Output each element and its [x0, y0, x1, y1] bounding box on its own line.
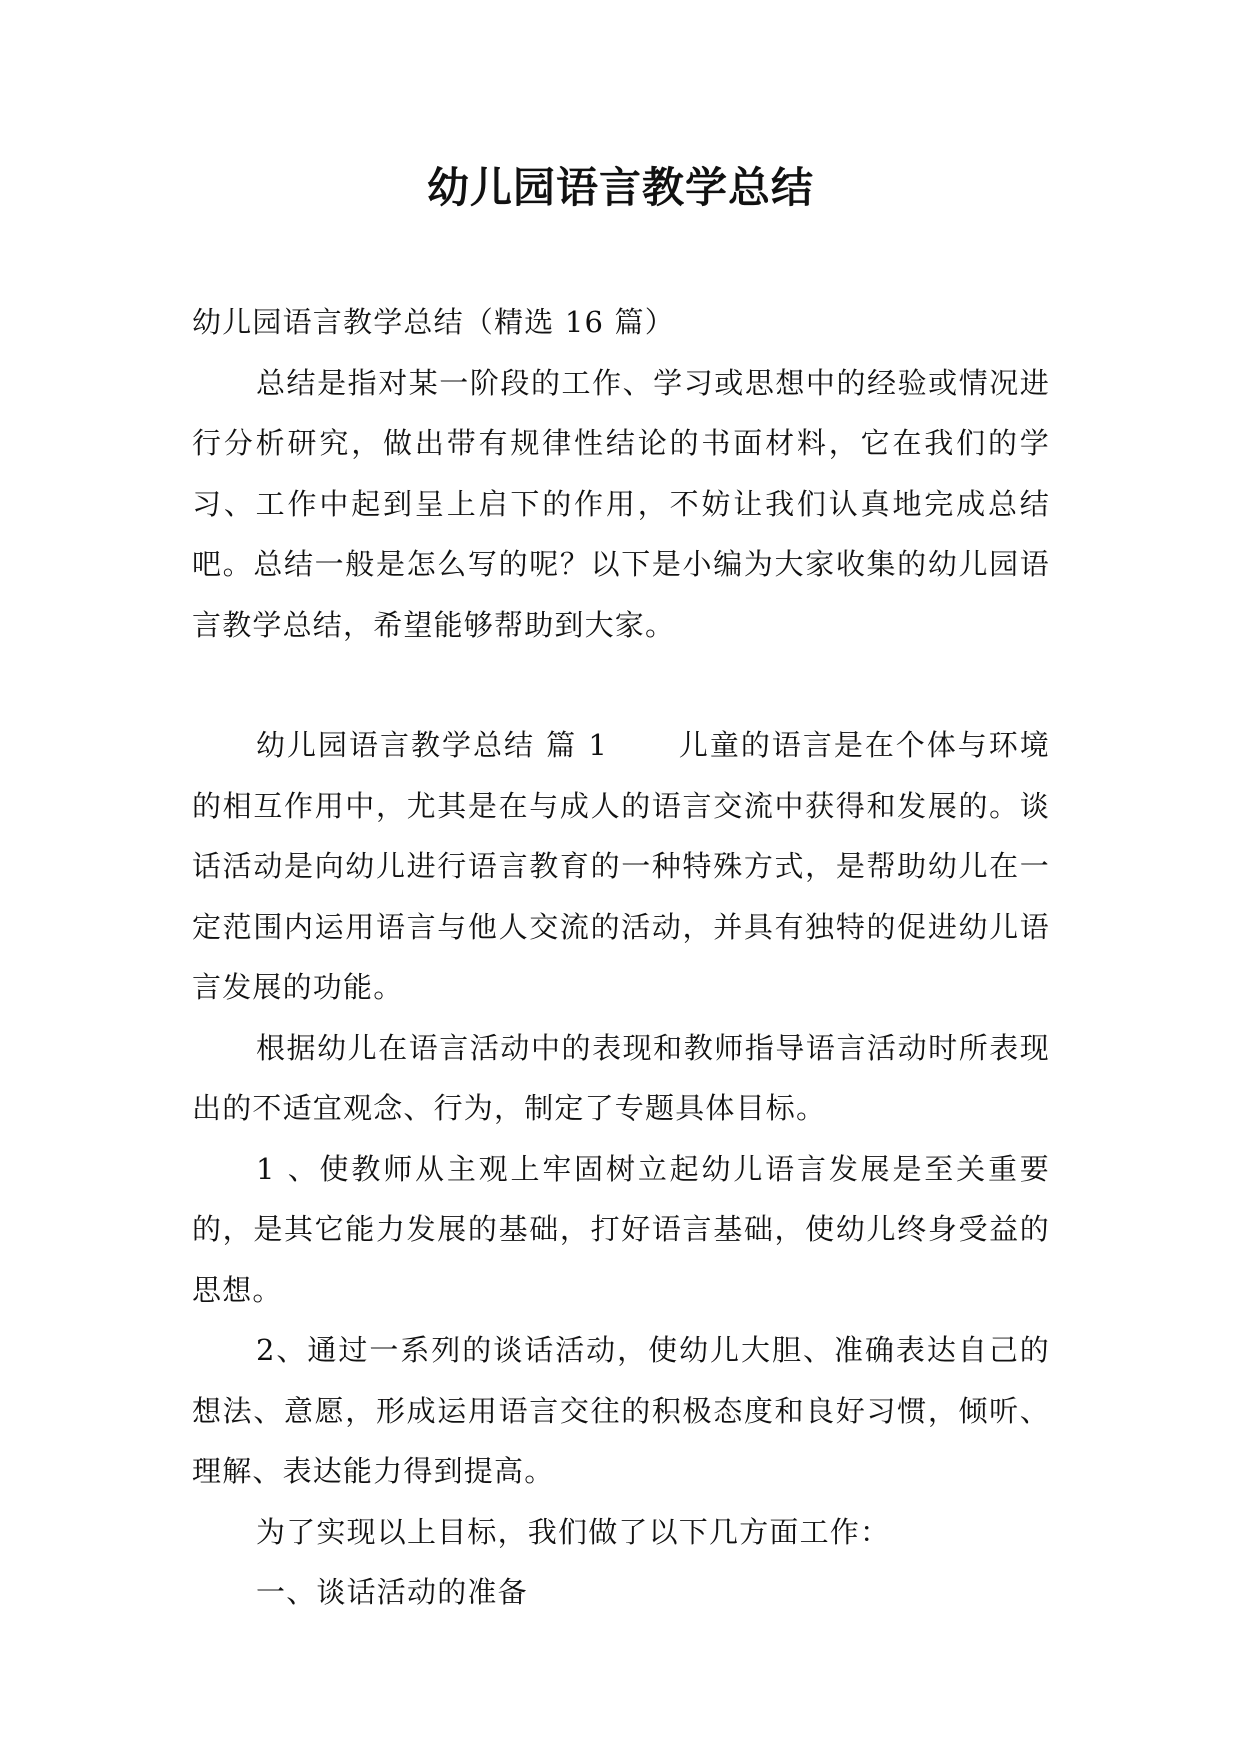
body-paragraph: 为了实现以上目标，我们做了以下几方面工作：: [256, 1514, 891, 1549]
goal-item-2: 2、通过一系列的谈话活动，使幼儿大胆、准确表达自己的想法、意愿，形成运用语言交往的积极态度和良好习惯，倾听、理解、表达能力得到提高。: [192, 1333, 1050, 1488]
section-1-heading: 幼儿园语言教学总结 篇 1: [256, 728, 609, 762]
section-subheading: 一、谈话活动的准备: [256, 1575, 528, 1609]
body-paragraph: 根据幼儿在语言活动中的表现和教师指导语言活动时所表现出的不适宜观念、行为，制定了专题具体目标。: [192, 1030, 1050, 1125]
document-title: 幼儿园语言教学总结: [426, 163, 814, 212]
goal-item-1: 1 、使教师从主观上牢固树立起幼儿语言发展是至关重要的，是其它能力发展的基础，打好语言基础，使幼儿终身受益的思想。: [192, 1151, 1050, 1307]
document-subtitle: 幼儿园语言教学总结（精选 16 篇）: [192, 305, 675, 339]
section-1-paragraph: [192, 715, 1050, 1018]
paragraph-spacer: [192, 655, 1050, 715]
section-1-lead-text: 儿童的语言是在个体与环境的相互作用中，尤其是在与成人的语言交流中获得和发展的。谈话活动是向幼儿进行语言教育的一种特殊方式，是帮助幼儿在一定范围内运用语言与他人交流的活动，并具有独特的促进幼儿语言发展的功能。: [192, 728, 1050, 1004]
intro-paragraph: 总结是指对某一阶段的工作、学习或思想中的经验或情况进行分析研究，做出带有规律性结论的书面材料，它在我们的学习、工作中起到呈上启下的作用，不妨让我们认真地完成总结吧。总结一般是怎么写的呢？以下是小编为大家收集的幼儿园语言教学总结，希望能够帮助到大家。: [192, 365, 1050, 642]
document-body: [192, 292, 1050, 1623]
